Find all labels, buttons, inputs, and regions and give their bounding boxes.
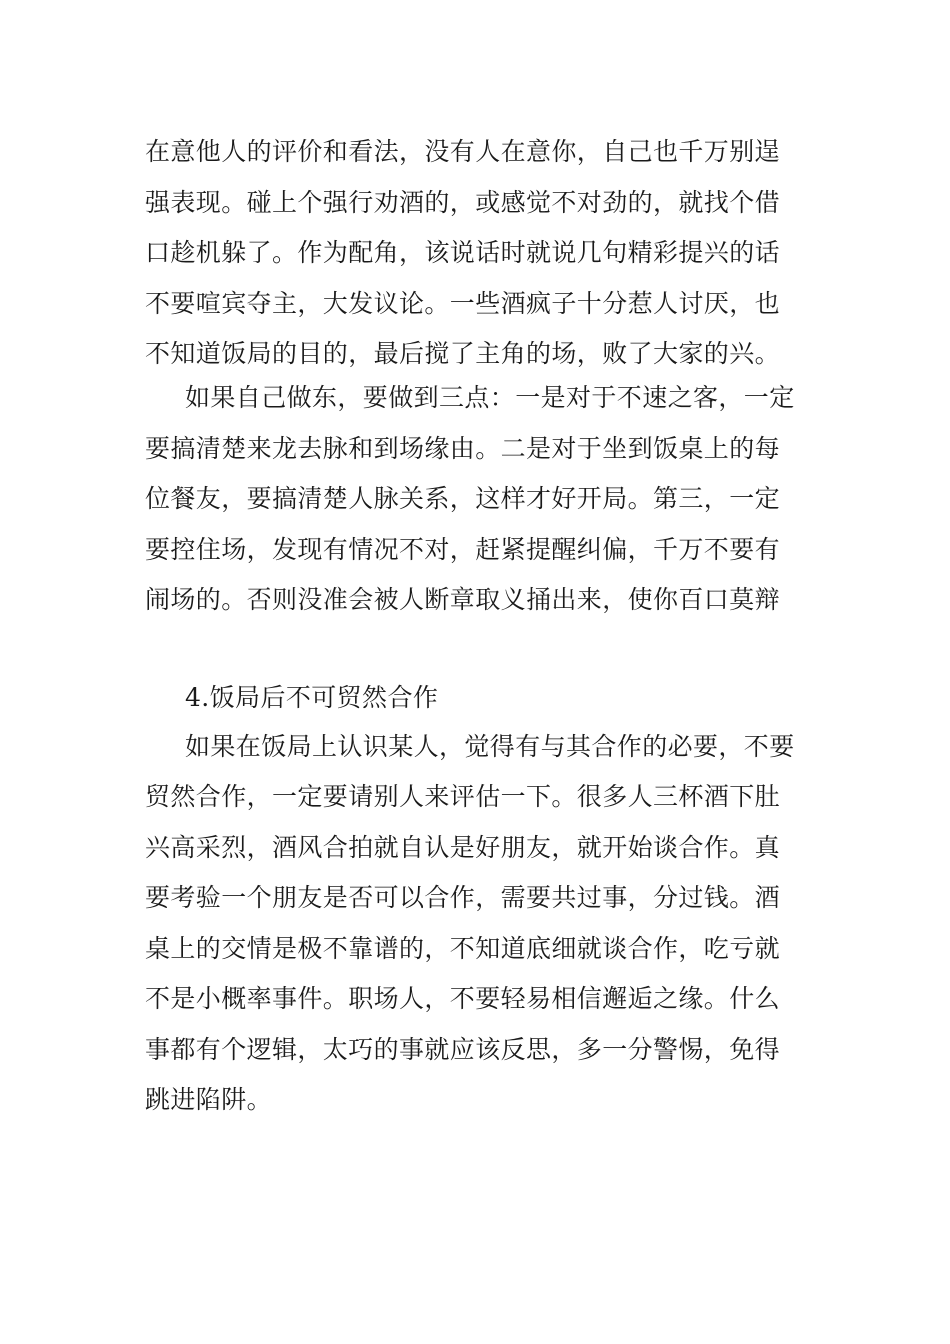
text-line: 要控住场，发现有情况不对，赶紧提醒纠偏，千万不要有	[145, 535, 781, 564]
text-line: 事都有个逻辑，太巧的事就应该反思，多一分警惕，免得	[145, 1035, 781, 1064]
section-heading: 4.饭局后不可贸然合作	[185, 683, 439, 712]
text-line: 要考验一个朋友是否可以合作，需要共过事，分过钱。酒	[145, 883, 781, 912]
text-line: 如果自己做东，要做到三点：一是对于不速之客，一定	[185, 383, 795, 412]
text-line: 贸然合作，一定要请别人来评估一下。很多人三杯酒下肚	[145, 782, 781, 811]
text-line: 闹场的。否则没准会被人断章取义捅出来，使你百口莫辩	[145, 585, 781, 614]
text-line: 口趁机躲了。作为配角，该说话时就说几句精彩提兴的话	[145, 238, 781, 267]
text-line: 强表现。碰上个强行劝酒的，或感觉不对劲的，就找个借	[145, 188, 781, 217]
text-line: 在意他人的评价和看法，没有人在意你，自己也千万别逞	[145, 137, 781, 166]
text-line: 位餐友，要搞清楚人脉关系，这样才好开局。第三，一定	[145, 484, 781, 513]
text-line: 兴高采烈，酒风合拍就自认是好朋友，就开始谈合作。真	[145, 833, 781, 862]
text-line: 不知道饭局的目的，最后搅了主角的场，败了大家的兴。	[145, 339, 781, 368]
text-line: 如果在饭局上认识某人，觉得有与其合作的必要，不要	[185, 732, 795, 761]
text-line: 桌上的交情是极不靠谱的，不知道底细就谈合作，吃亏就	[145, 934, 781, 963]
text-line: 不是小概率事件。职场人，不要轻易相信邂逅之缘。什么	[145, 984, 781, 1013]
text-line: 不要喧宾夺主，大发议论。一些酒疯子十分惹人讨厌，也	[145, 289, 781, 318]
text-line: 要搞清楚来龙去脉和到场缘由。二是对于坐到饭桌上的每	[145, 434, 781, 463]
text-line: 跳进陷阱。	[145, 1085, 273, 1114]
